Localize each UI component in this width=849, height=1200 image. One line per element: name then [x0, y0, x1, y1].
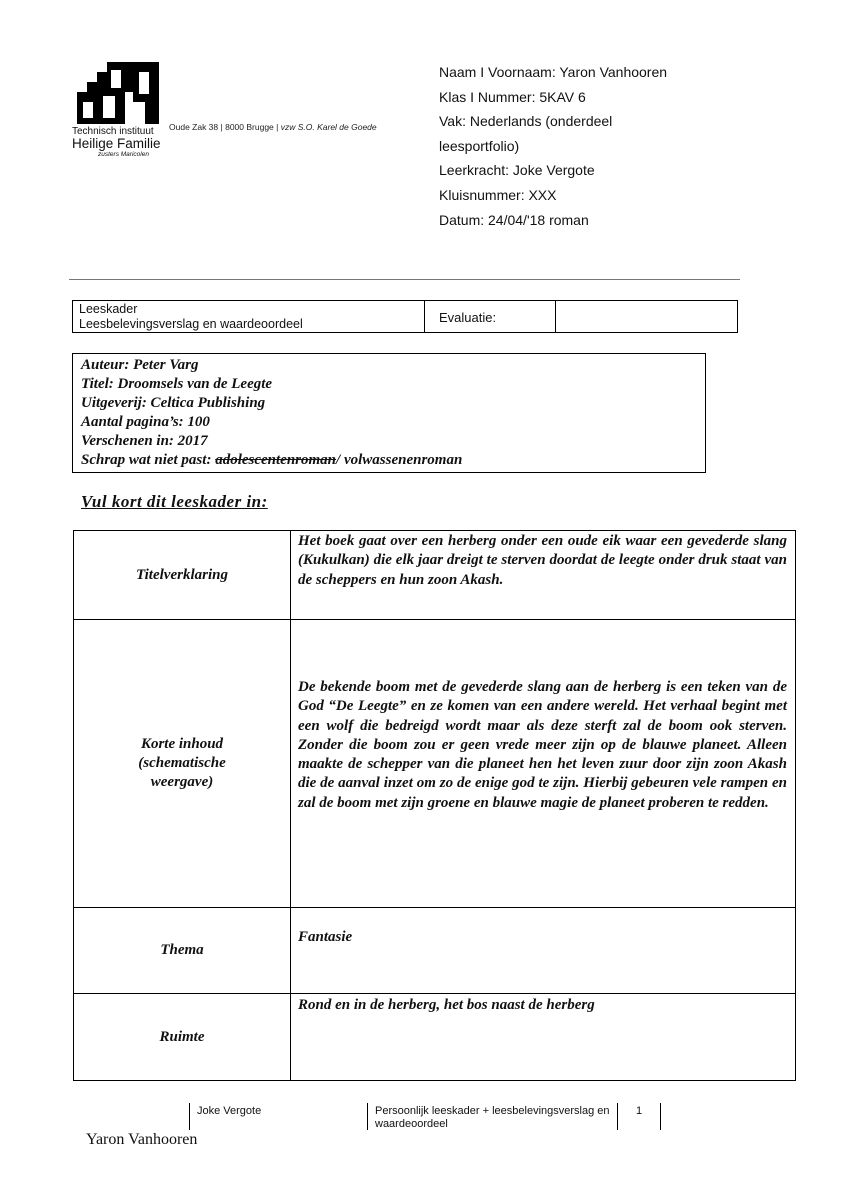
student-info-block [439, 60, 719, 232]
student-class-line: Klas I Nummer: 5KAV 6 [439, 88, 586, 105]
section-heading: Vul kort dit leeskader in: [81, 492, 268, 511]
table-row-thema [74, 908, 795, 994]
table-row-ruimte [74, 994, 795, 1080]
teacher-line: Leerkracht: Joke Vergote [439, 162, 595, 179]
row-value: Het boek gaat over een herberg onder een oude eik waar een gevederde slang (Kukulkan) die elk jaar dreigt te sterven doordat de leegte onder druk staat van de scheppers en hun zoon Akash. [298, 533, 787, 588]
row-label: Ruimte [74, 994, 291, 1080]
book-author: Auteur: Peter Varg [81, 357, 199, 373]
date-line: Datum: 24/04/'18 roman [439, 211, 589, 228]
student-name-line: Naam I Voornaam: Yaron Vanhooren [439, 64, 668, 80]
footer-doc-title: Persoonlijk leeskader + leesbelevingsverslag en waardeoordeel [375, 1105, 610, 1130]
logo-text-line3: zusters Maricolen [98, 151, 149, 158]
row-label: Korte inhoud (schematische weergave) [74, 620, 291, 907]
genre-choice-prefix: Schrap wat niet past: [81, 452, 216, 469]
row-label: Titelverklaring [74, 531, 291, 619]
reading-frame-table [73, 530, 796, 1081]
book-published: Verschenen in: 2017 [81, 433, 208, 450]
logo-text-line1: Technisch instituut [72, 126, 154, 137]
header-divider [69, 279, 740, 280]
evaluation-label: Evaluatie: [425, 301, 556, 332]
row-label: Thema [74, 908, 291, 993]
address-city: 8000 Brugge [225, 122, 274, 132]
school-address: Oude Zak 38 | 8000 Brugge | vzw S.O. Karel de Goede [169, 122, 377, 132]
row-value: De bekende boom met de gevederde slang aan de herberg is een teken van de God “De Leegte” en ze komen van een andere wereld. Het verhaal begint met een wolf die bedreigd wordt maar als deze sterft zal de boom ook sterven. Zonder die boom zou er geen vrede meer zijn op de blauwe planeet. Alleen maakte de schepper van die planeet hen het leven zuur door zijn zoon Akash die de aanval inzet om zo de enige god te zijn. Hierbij gebeuren vele rampen en zal de boom met zijn groene en blauwe magie de planeet proberen te redden. [298, 679, 787, 811]
footer-student-name: Yaron Vanhooren [86, 1131, 198, 1148]
header-table-title-cell [73, 301, 425, 332]
header-table-line1: Leeskader [79, 302, 138, 316]
genre-struck-option: adolescentenroman [215, 452, 337, 469]
genre-kept-option: / volwassenenroman [336, 452, 463, 469]
row-value: Fantasie [298, 929, 353, 945]
book-pages: Aantal pagina’s: 100 [81, 414, 210, 431]
header-table-line2: Leesbelevingsverslag en waardeoordeel [79, 317, 303, 331]
row-value: Rond en in de herberg, het bos naast de herberg [298, 997, 595, 1013]
book-details-box [72, 353, 706, 473]
footer-page-number: 1 [636, 1105, 643, 1117]
locker-line: Kluisnummer: XXX [439, 186, 557, 203]
table-row-titelverklaring [74, 531, 795, 620]
address-org: vzw S.O. Karel de Goede [280, 122, 377, 132]
table-row-korte-inhoud [74, 620, 795, 908]
book-genre-choice [81, 451, 697, 470]
subject-line: Vak: Nederlands (onderdeel [439, 113, 613, 130]
header-table [72, 300, 738, 333]
footer-teacher: Joke Vergote [197, 1105, 262, 1117]
subject-line-cont: leesportfolio) [439, 137, 520, 154]
address-street: Oude Zak 38 [169, 122, 219, 132]
logo-text-line2: Heilige Familie [72, 136, 161, 151]
footer-divider [367, 1103, 368, 1130]
book-title: Titel: Droomsels van de Leegte [81, 376, 273, 393]
book-publisher: Uitgeverij: Celtica Publishing [81, 395, 266, 412]
footer-divider [660, 1103, 661, 1130]
footer-divider [189, 1103, 190, 1130]
footer-divider [617, 1103, 618, 1130]
